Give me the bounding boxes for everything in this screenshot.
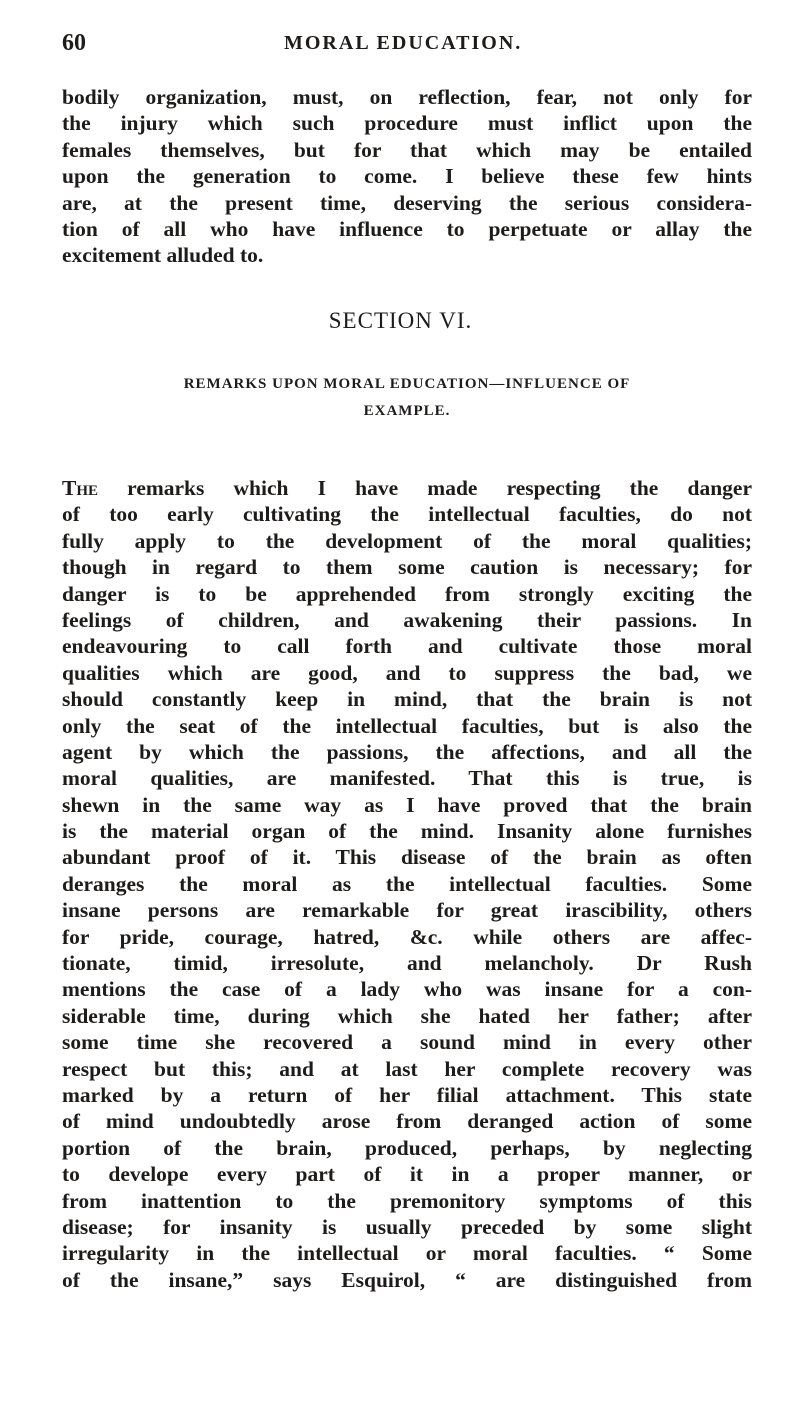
text-line: qualities which are good, and to suppress the bad, we <box>62 660 752 685</box>
text-line: for pride, courage, hatred, &c. while others are affec- <box>62 924 752 949</box>
text-line: the injury which such procedure must inflict upon the <box>62 111 752 136</box>
text-line-first <box>62 475 752 501</box>
text-line: deranges the moral as the intellectual faculties. Some <box>62 871 752 896</box>
text-line: to develope every part of it in a proper manner, or <box>62 1162 752 1187</box>
paragraph-1 <box>62 84 752 269</box>
text-line: siderable time, during which she hated her father; after <box>62 1003 752 1028</box>
text-line: females themselves, but for that which may be entailed <box>62 137 752 162</box>
text-line: upon the generation to come. I believe these few hints <box>62 164 752 189</box>
text-line: irregularity in the intellectual or moral faculties. “ Some <box>62 1241 752 1266</box>
running-head <box>62 30 752 70</box>
text-line: of the insane,” says Esquirol, “ are distinguished from <box>62 1267 752 1292</box>
text-line: abundant proof of it. This disease of the brain as often <box>62 845 752 870</box>
text-line: respect but this; and at last her complete recovery was <box>62 1056 752 1081</box>
paragraph-2 <box>62 475 752 1320</box>
text-line: from inattention to the premonitory symptoms of this <box>62 1188 752 1213</box>
text-line: insane persons are remarkable for great irascibility, others <box>62 898 752 923</box>
text-line: tionate, timid, irresolute, and melancholy. Dr Rush <box>62 951 752 976</box>
text-line: only the seat of the intellectual faculties, but is also the <box>62 713 752 738</box>
first-line-rest: remarks which I have made respecting the danger <box>98 476 752 500</box>
drop-word: The <box>62 476 99 500</box>
section-subheading <box>62 371 752 425</box>
text-line: excitement alluded to. <box>62 243 264 268</box>
section-heading: SECTION VI. <box>328 308 473 333</box>
text-line: tion of all who have influence to perpetuate or allay the <box>62 216 752 241</box>
text-line: moral qualities, are manifested. That this is true, is <box>62 766 752 791</box>
text-line: of too early cultivating the intellectual faculties, do not <box>62 502 752 527</box>
running-title: MORAL EDUCATION. <box>284 32 523 54</box>
text-line: agent by which the passions, the affections, and all the <box>62 739 752 764</box>
text-line: some time she recovered a sound mind in every other <box>62 1030 752 1055</box>
subheading-line: EXAMPLE. <box>363 403 451 419</box>
subheading-line: REMARKS UPON MORAL EDUCATION—INFLUENCE OF <box>183 376 631 392</box>
text-line: bodily organization, must, on reflection, fear, not only for <box>62 85 752 109</box>
text-line: shewn in the same way as I have proved that the brain <box>62 792 752 817</box>
text-line: should constantly keep in mind, that the brain is not <box>62 687 752 712</box>
text-line: disease; for insanity is usually preceded by some slight <box>62 1214 752 1239</box>
text-line: mentions the case of a lady who was insane for a con- <box>62 977 752 1002</box>
text-line: is the material organ of the mind. Insanity alone furnishes <box>62 819 752 844</box>
text-line: endeavouring to call forth and cultivate those moral <box>62 634 752 659</box>
text-line: fully apply to the development of the moral qualities; <box>62 528 752 553</box>
text-line: are, at the present time, deserving the serious considera- <box>62 190 752 215</box>
page-number: 60 <box>62 30 86 56</box>
text-line: danger is to be apprehended from strongly exciting the <box>62 581 752 606</box>
text-line: feelings of children, and awakening their passions. In <box>62 607 752 632</box>
text-line: though in regard to them some caution is necessary; for <box>62 555 752 580</box>
text-line: marked by a return of her filial attachment. This state <box>62 1082 752 1107</box>
text-line: of mind undoubtedly arose from deranged action of some <box>62 1109 752 1134</box>
text-line <box>62 1293 752 1319</box>
text-line: portion of the brain, produced, perhaps, by neglecting <box>62 1135 752 1160</box>
